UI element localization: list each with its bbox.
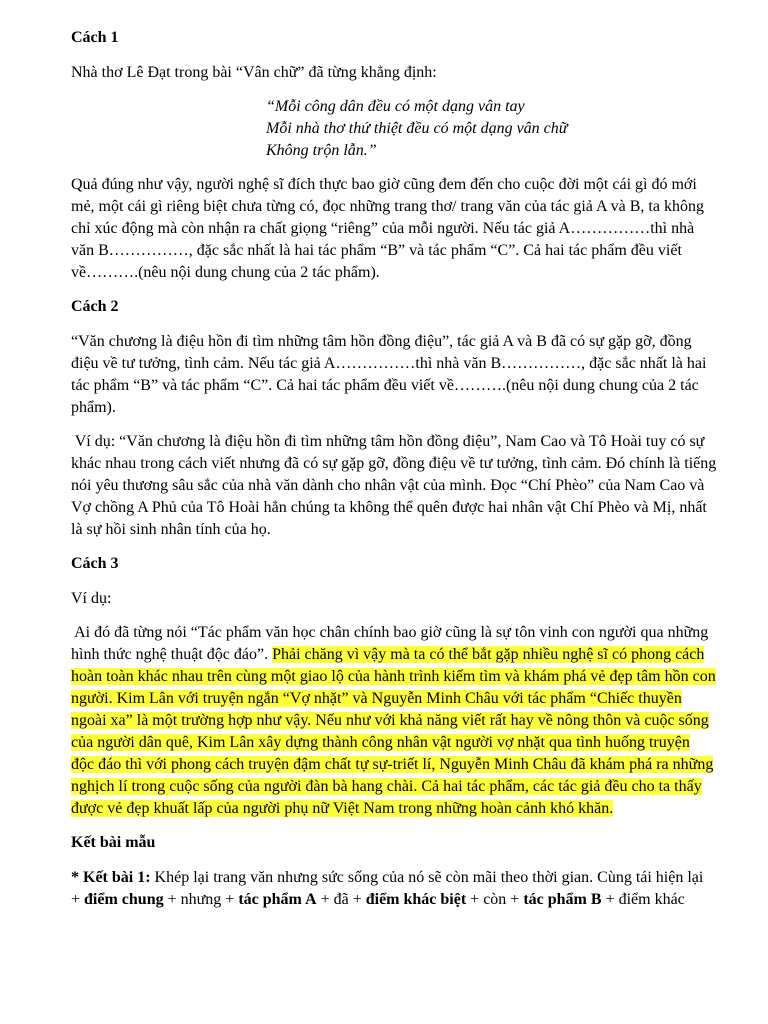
body-line: [71, 867, 731, 889]
body-line: [71, 710, 731, 732]
highlighted-text: Phải chăng vì vậy mà ta có thể bắt gặp nhiều nghệ sĩ có phong cách: [272, 646, 705, 663]
body-text: + đã +: [316, 891, 366, 908]
body-text: + điểm khác: [601, 891, 685, 908]
highlighted-text: độc đáo thì với phong cách truyện đậm chất tự sự-triết lí, Nguyễn Minh Châu đã khám phá ra những: [71, 756, 714, 773]
highlighted-text: của người dân quê, Kim Lân xây dựng thành công nhân vật người vợ nhặt qua tình huống truyện: [71, 734, 690, 751]
body-line: Quả đúng như vậy, người nghệ sĩ đích thực bao giờ cũng đem đến cho cuộc đời một cái gì đó mới: [71, 176, 697, 193]
document-page: [71, 24, 731, 923]
cach-2-example: [71, 431, 731, 541]
highlighted-text: ngoài xa” là một trường hợp như vậy. Nếu như với khả năng viết rất hay về nông thôn và cuộc sống: [71, 712, 709, 729]
body-text: +: [71, 891, 85, 908]
heading-ket-bai-mau: Kết bài mẫu: [71, 834, 156, 851]
body-text: Khép lại trang văn nhưng sức sống của nó sẽ còn mãi theo thời gian. Cùng tái hiện lại: [150, 869, 704, 886]
heading-cach-3: Cách 3: [71, 555, 119, 572]
quote-line: Không trộn lẫn.”: [266, 142, 377, 159]
highlighted-text: người. Kim Lân với truyện ngắn “Vợ nhặt” và Nguyễn Minh Châu với tác phẩm “Chiếc thuyền: [71, 690, 682, 707]
body-line: nói yêu thương sâu sắc của nhà văn dành cho nhân vật của mình. Đọc “Chí Phèo” của Nam Cao và: [71, 477, 705, 494]
body-line: Ví dụ: “Văn chương là điệu hồn đi tìm những tâm hồn đồng điệu”, Nam Cao và Tô Hoài tuy có sự: [71, 433, 705, 450]
quote-line: Mỗi nhà thơ thứ thiệt đều có một dạng vân chữ: [266, 120, 568, 137]
body-line: là sự hồi sinh nhân tính của họ.: [71, 521, 271, 538]
body-line: [71, 754, 731, 776]
bold-term: tác phẩm A: [238, 891, 317, 908]
bold-term: tác phẩm B: [523, 891, 602, 908]
body-line: [71, 688, 731, 710]
body-line: [71, 644, 731, 666]
body-line: tác phẩm “B” và tác phẩm “C”. Cả hai tác phẩm đều viết về……….(nêu nội dung chung của 2 tác: [71, 377, 699, 394]
body-line: mẻ, một cái gì riêng biệt chưa từng có, đọc những trang thơ/ trang văn của tác giả A và B, ta không: [71, 198, 704, 215]
poem-quote: [266, 96, 731, 162]
body-line: phẩm).: [71, 399, 116, 416]
body-line: [71, 889, 731, 911]
cach-1-body: [71, 174, 731, 284]
bold-term: điểm khác biệt: [365, 891, 467, 908]
body-line: “Văn chương là điệu hồn đi tìm những tâm hồn đồng điệu”, tác giả A và B đã có sự gặp gỡ, đồng: [71, 333, 692, 350]
body-text: hình thức nghệ thuật độc đáo”.: [71, 646, 273, 663]
body-line: văn B……………, đặc sắc nhất là hai tác phẩm “B” và tác phẩm “C”. Cả hai tác phẩm đều viết: [71, 242, 682, 259]
body-line: Vợ chồng A Phủ của Tô Hoài hẳn chúng ta không thể quên được hai nhân vật Chí Phèo và Mị, nhất: [71, 499, 707, 516]
intro-paragraph: Nhà thơ Lê Đạt trong bài “Vân chữ” đã từng khẳng định:: [71, 64, 437, 81]
quote-line: “Mỗi công dân đều có một dạng vân tay: [266, 98, 525, 115]
body-text: + còn +: [466, 891, 524, 908]
heading-cach-1: Cách 1: [71, 29, 119, 46]
body-text: + nhưng +: [163, 891, 239, 908]
body-line: [71, 776, 731, 798]
bold-term: điểm chung: [84, 891, 164, 908]
ket-bai-body: [71, 867, 731, 911]
ket-bai-label: * Kết bài 1:: [71, 869, 151, 886]
vi-du-label: Ví dụ:: [71, 590, 112, 607]
body-line: Ai đó đã từng nói “Tác phẩm văn học chân chính bao giờ cũng là sự tôn vinh con người qua những: [71, 624, 709, 641]
body-line: [71, 798, 731, 820]
highlighted-text: được vẻ đẹp khuất lấp của người phụ nữ Việt Nam trong những hoàn cảnh khó khăn.: [71, 800, 614, 817]
body-line: khác nhau trong cách viết nhưng đã có sự gặp gỡ, đồng điệu về tư tưởng, tình cảm. Đó chính là tiếng: [71, 455, 717, 472]
body-line: [71, 666, 731, 688]
body-line: [71, 732, 731, 754]
body-line: về……….(nêu nội dung chung của 2 tác phẩm).: [71, 264, 380, 281]
highlighted-text: nghịch lí trong cuộc sống của người đàn bà hang chài. Cả hai tác phẩm, các tác giả đều cho ta thấy: [71, 778, 702, 795]
body-line: điệu về tư tưởng, tình cảm. Nếu tác giả A……………thì nhà văn B……………, đặc sắc nhất là hai: [71, 355, 707, 372]
highlighted-text: hoàn toàn khác nhau trên cùng một giao lộ của hành trình kiếm tìm và khám phá vẻ đẹp tâm hồn con: [71, 668, 716, 685]
cach-3-body: [71, 622, 731, 820]
heading-cach-2: Cách 2: [71, 298, 119, 315]
body-line: chỉ xúc động mà còn nhận ra chất giọng “riêng” của mỗi người. Nếu tác giả A……………thì nhà: [71, 220, 695, 237]
cach-2-body: [71, 331, 731, 419]
